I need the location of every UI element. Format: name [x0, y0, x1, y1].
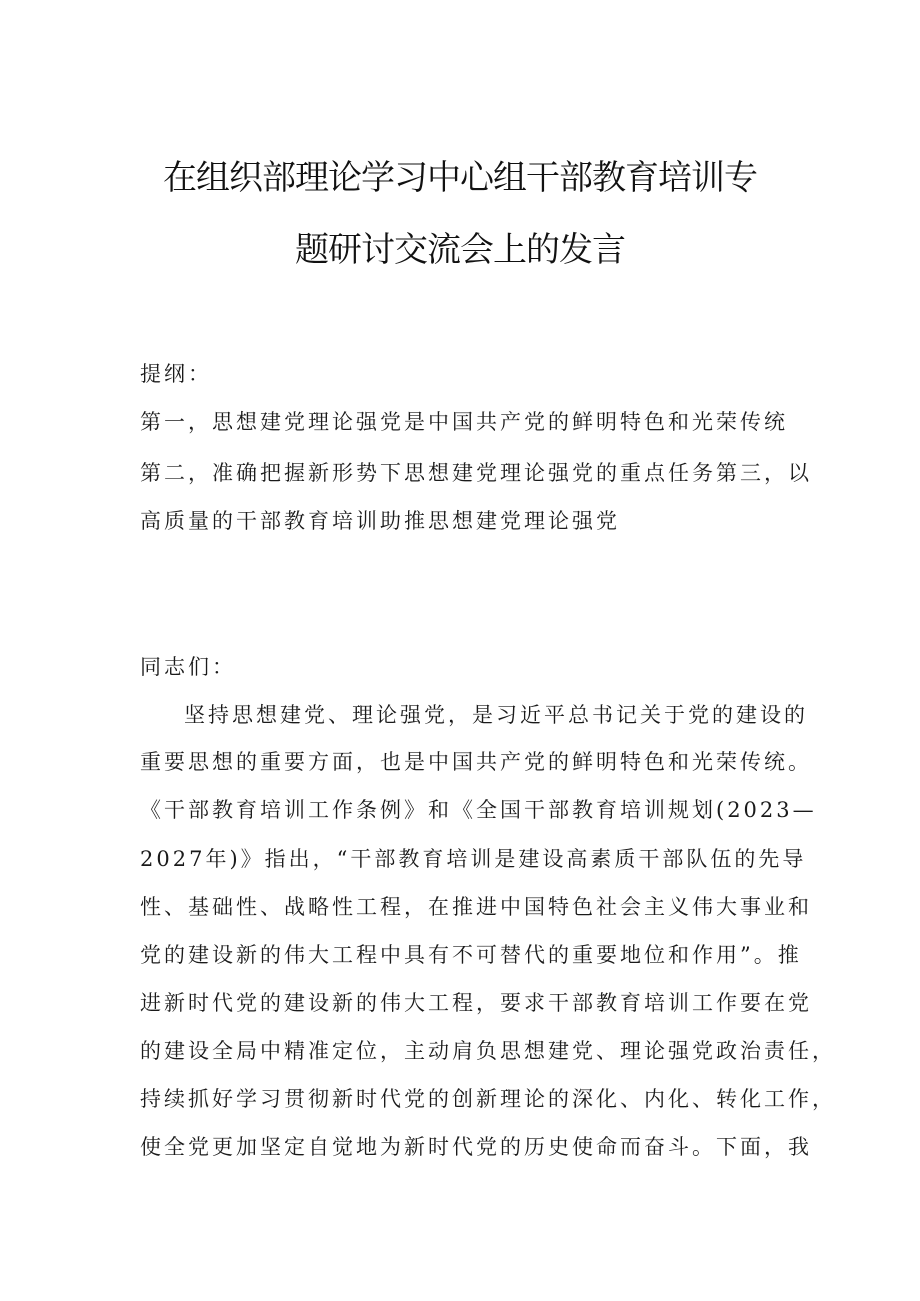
- outline-label: 提纲：: [140, 362, 212, 386]
- body-line: 的建设全局中精准定位，主动肩负思想建党、理论强党政治责任，: [140, 1039, 836, 1063]
- outline-item-2: 第二，准确把握新形势下思想建党理论强党的重点任务第三，以: [140, 461, 812, 485]
- outline-item-3: 高质量的干部教育培训助推思想建党理论强党: [140, 509, 620, 533]
- title-line-2: 题研讨交流会上的发言: [295, 230, 625, 270]
- body-line: 坚持思想建党、理论强党，是习近平总书记关于党的建设的: [184, 703, 808, 727]
- body-line: 进新时代党的建设新的伟大工程，要求干部教育培训工作要在党: [140, 991, 812, 1015]
- outline-item-1: 第一，思想建党理论强党是中国共产党的鲜明特色和光荣传统: [140, 410, 788, 434]
- title-line-1: 在组织部理论学习中心组干部教育培训专: [163, 158, 757, 198]
- body-line: 性、基础性、战略性工程，在推进中国特色社会主义伟大事业和: [140, 895, 812, 919]
- body-line: 重要思想的重要方面，也是中国共产党的鲜明特色和光荣传统。: [140, 750, 812, 774]
- salutation: 同志们：: [140, 655, 236, 679]
- body-line: 党的建设新的伟大工程中具有不可替代的重要地位和作用”。推: [140, 943, 802, 967]
- body-line: 使全党更加坚定自觉地为新时代党的历史使命而奋斗。下面，我: [140, 1135, 812, 1159]
- body-line: 持续抓好学习贯彻新时代党的创新理论的深化、内化、转化工作，: [140, 1087, 836, 1111]
- body-line: 《干部教育培训工作条例》和《全国干部教育培训规划(2023—: [140, 798, 817, 822]
- body-line: 2027年)》指出，“干部教育培训是建设高素质干部队伍的先导: [140, 847, 807, 871]
